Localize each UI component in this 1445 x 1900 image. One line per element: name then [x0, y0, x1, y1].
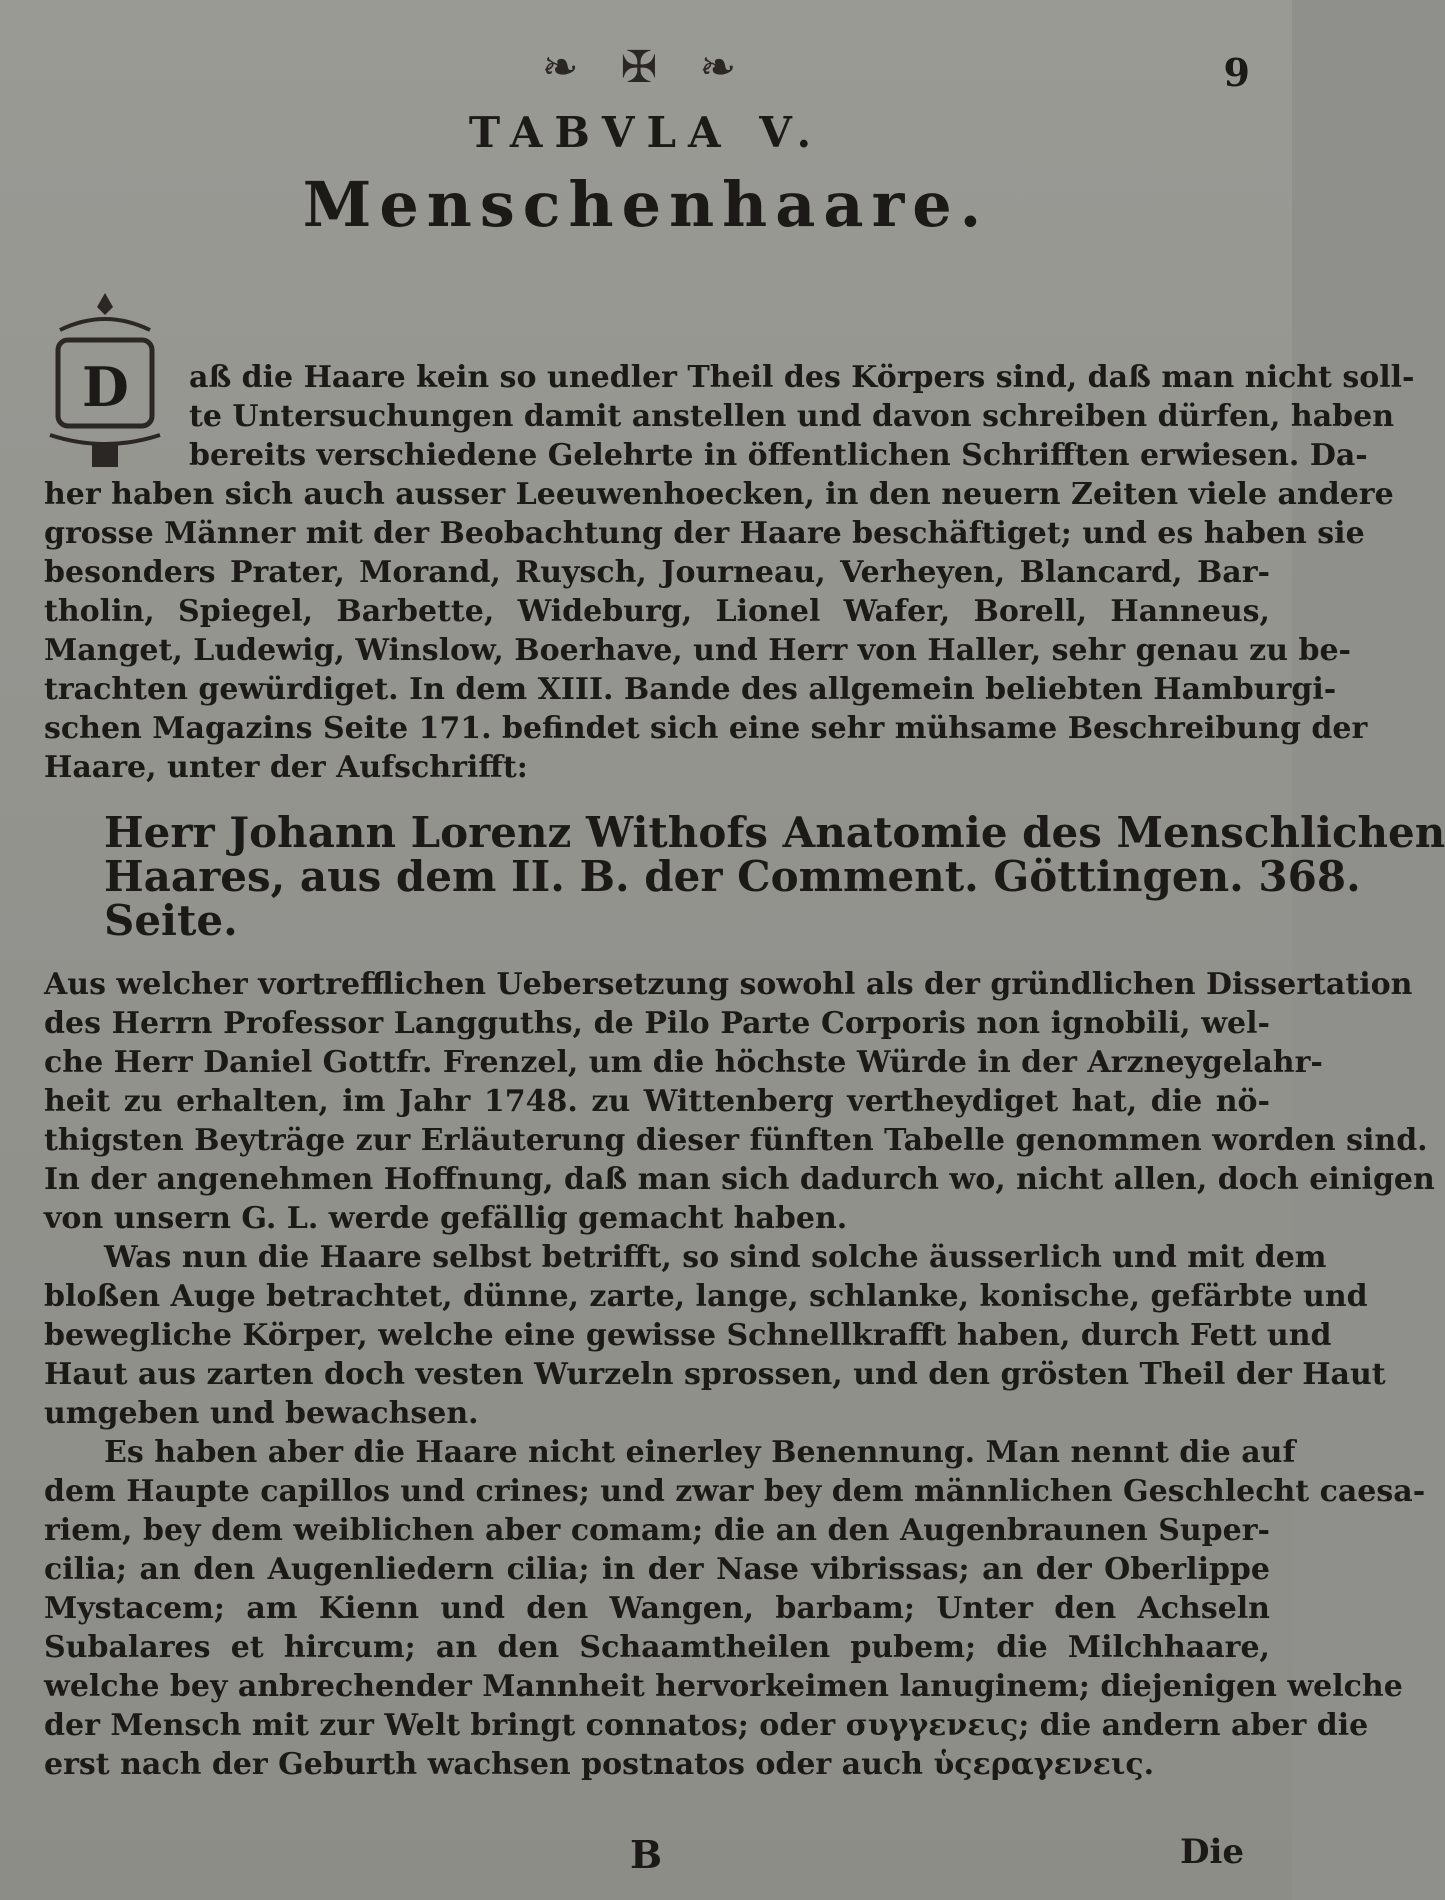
- text-line: trachten gewürdiget. In dem XIII. Bande des allgemein beliebten Hamburgi-: [44, 672, 1337, 707]
- text-line: In der angenehmen Hoffnung, daß man sich dadurch wo, nicht allen, doch einigen: [44, 1162, 1435, 1197]
- text-line: bereits verschiedene Gelehrte in öffentlichen Schrifften erwiesen. Da-: [189, 438, 1368, 473]
- signature-mark: B: [629, 1832, 663, 1877]
- text-line: erst nach der Geburth wachsen postnatos oder auch ὑςεραγενεις.: [44, 1747, 1155, 1782]
- text-line: der Mensch mit zur Welt bringt connatos; oder συγγενεις; die andern aber die: [44, 1708, 1369, 1743]
- text-line: Subalares et hircum; an den Schaamtheilen pubem; die Milchhaare,: [44, 1630, 1270, 1665]
- paragraph-description: [44, 1238, 1386, 1433]
- heading-line: Haares, aus dem II. B. der Comment. Göttingen. 368.: [104, 852, 1361, 901]
- page-footer: [0, 1832, 1292, 1882]
- text-line: Mystacem; am Kienn und den Wangen, barbam; Unter den Achseln: [44, 1591, 1270, 1626]
- text-line: cilia; an den Augenliedern cilia; in der Nase vibrissas; an der Oberlippe: [44, 1552, 1270, 1587]
- page-title: Menschenhaare.: [302, 168, 990, 241]
- text-line: von unsern G. L. werde gefällig gemacht haben.: [44, 1201, 848, 1236]
- text-line: her haben sich auch ausser Leeuwenhoecken, in den neuern Zeiten viele andere: [44, 477, 1394, 512]
- text-line: thigsten Beyträge zur Erläuterung dieser fünften Tabelle genommen worden sind.: [44, 1123, 1428, 1158]
- text-line: che Herr Daniel Gottfr. Frenzel, um die höchste Würde in der Arzneygelahr-: [44, 1045, 1323, 1080]
- text-line: heit zu erhalten, im Jahr 1748. zu Wittenberg vertheydiget hat, die nö-: [44, 1084, 1270, 1119]
- text-line: bloßen Auge betrachtet, dünne, zarte, lange, schlanke, konische, gefärbte und: [44, 1279, 1368, 1314]
- text-line: umgeben und bewachsen.: [44, 1396, 479, 1431]
- text-line: besonders Prater, Morand, Ruysch, Journeau, Verheyen, Blancard, Bar-: [44, 555, 1270, 590]
- cited-work-heading: [44, 808, 1445, 945]
- paragraph-sources: [44, 965, 1435, 1238]
- text-line: Manget, Ludewig, Winslow, Boerhave, und Herr von Haller, sehr genau zu be-: [44, 633, 1351, 668]
- text-line: aß die Haare kein so unedler Theil des Körpers sind, daß man nicht soll-: [189, 360, 1415, 395]
- text-line: schen Magazins Seite 171. befindet sich eine sehr mühsame Beschreibung der: [44, 711, 1368, 746]
- text-line: Es haben aber die Haare nicht einerley Benennung. Man nennt die auf: [104, 1435, 1296, 1470]
- header-ornament: ❧ ✠ ❧: [541, 42, 751, 93]
- page-number: 9: [1223, 50, 1250, 95]
- catchword: Die: [1179, 1832, 1244, 1872]
- text-line: Aus welcher vortrefflichen Uebersetzung sowohl als der gründlichen Dissertation: [44, 967, 1413, 1002]
- text-line: Haare, unter der Aufschrifft:: [44, 750, 528, 785]
- text-line: grosse Männer mit der Beobachtung der Haare beschäftiget; und es haben sie: [44, 516, 1365, 551]
- text-line: Was nun die Haare selbst betrifft, so sind solche äusserlich und mit dem: [104, 1240, 1327, 1275]
- text-line: te Untersuchungen damit anstellen und davon schreiben dürfen, haben: [189, 399, 1395, 434]
- drop-cap-letter: D: [82, 355, 129, 419]
- intro-paragraph: [44, 358, 1415, 787]
- text-line: tholin, Spiegel, Barbette, Wideburg, Lionel Wafer, Borell, Hanneus,: [44, 594, 1270, 629]
- paragraph-names: [44, 1433, 1426, 1784]
- text-line: des Herrn Professor Langguths, de Pilo Parte Corporis non ignobili, wel-: [44, 1006, 1270, 1041]
- text-line: bewegliche Körper, welche eine gewisse Schnellkrafft haben, durch Fett und: [44, 1318, 1332, 1353]
- text-line: welche bey anbrechender Mannheit hervorkeimen lanuginem; diejenigen welche: [44, 1669, 1403, 1704]
- page-body: [44, 358, 1445, 1784]
- heading-line: Herr Johann Lorenz Withofs Anatomie des Menschlichen: [104, 808, 1445, 857]
- tabula-heading: TABVLA V.: [468, 108, 824, 157]
- text-line: dem Haupte capillos und crines; und zwar bey dem männlichen Geschlecht caesa-: [44, 1474, 1426, 1509]
- text-line: riem, bey dem weiblichen aber comam; die an den Augenbraunen Super-: [44, 1513, 1270, 1548]
- text-line: Haut aus zarten doch vesten Wurzeln sprossen, und den grösten Theil der Haut: [44, 1357, 1386, 1392]
- heading-line: Seite.: [104, 896, 238, 945]
